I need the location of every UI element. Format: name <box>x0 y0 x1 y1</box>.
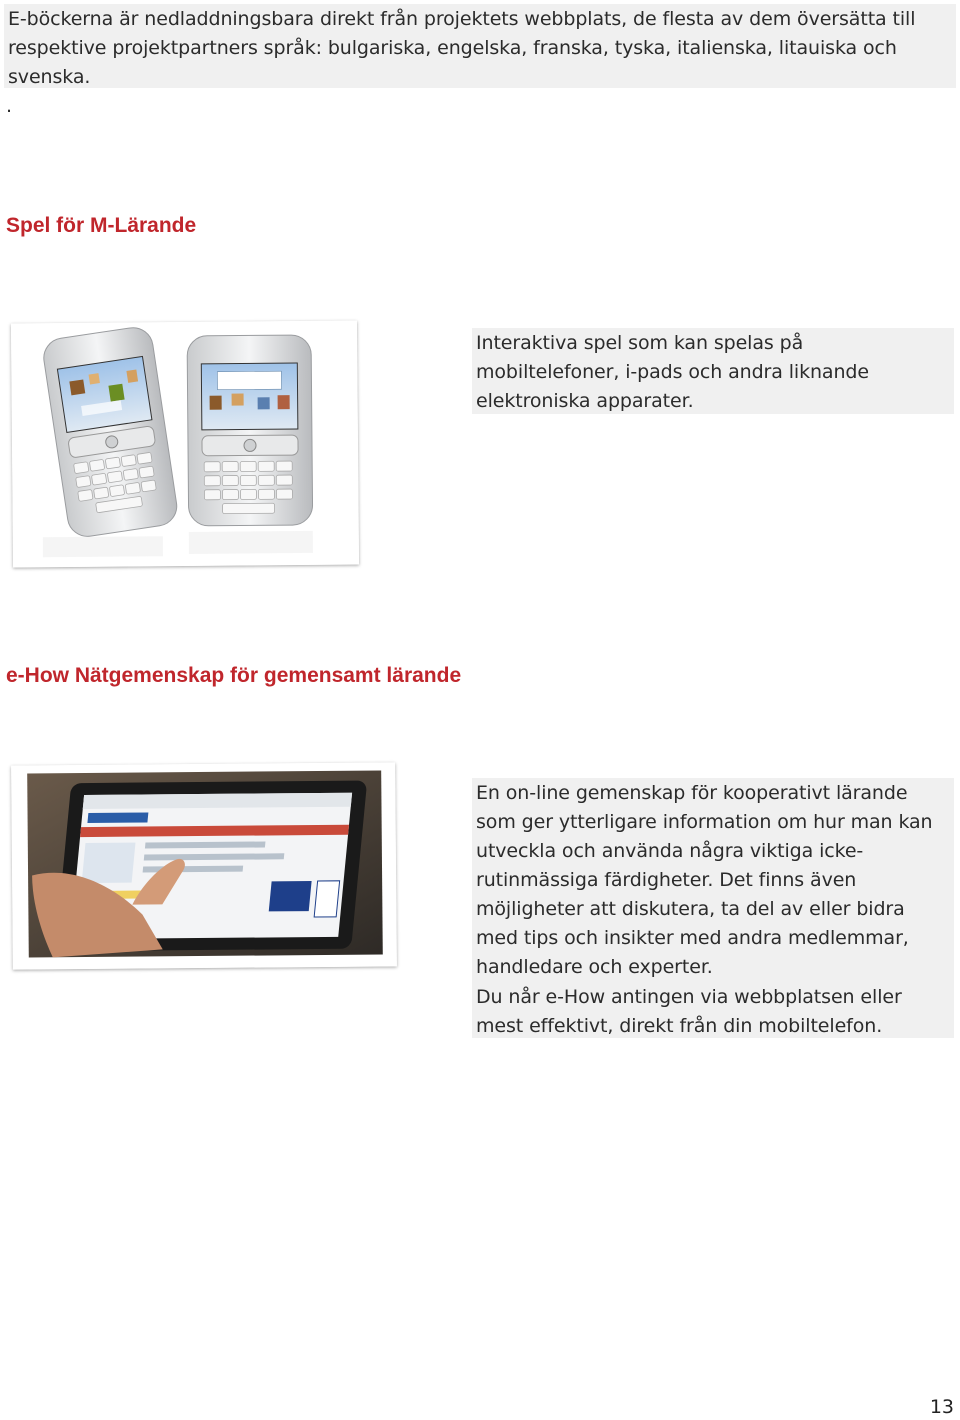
smartphones-image <box>11 320 359 567</box>
section-heading-m-learning: Spel för M-Lärande <box>6 214 197 237</box>
tablet-image <box>11 762 397 969</box>
m-learning-description <box>472 328 954 414</box>
phones-photo <box>11 320 359 567</box>
intro-text: E-böckerna är nedladdningsbara direkt från projektets webbplats, de flesta av dem översätta till respektive projektpartners språk: bulgariska, engelska, franska, tyska, italienska, litauiska och svenska. <box>8 8 916 88</box>
e-how-text: En on-line gemenskap för kooperativt lärande som ger ytterligare information om hur man kan utveckla och använda några viktiga icke-rutinmässiga färdigheter. Det finns även möjligheter att diskutera, ta del av eller bidra med tips och insikter med andra medlemmar, handledare och experter. <box>476 782 933 978</box>
tablet-photo <box>11 762 397 969</box>
stray-dot: . <box>6 95 13 117</box>
e-how-access-text: Du når e-How antingen via webbplatsen eller mest effektivt, direkt från din mobiltelefon. <box>476 986 902 1037</box>
intro-block <box>4 4 956 88</box>
section-heading-e-how: e-How Nätgemenskap för gemensamt lärande <box>6 664 462 687</box>
e-how-description <box>472 778 954 1038</box>
m-learning-text: Interaktiva spel som kan spelas på mobiltelefoner, i-pads och andra liknande elektroniska apparater. <box>476 332 869 412</box>
page-number: 13 <box>929 1396 954 1418</box>
